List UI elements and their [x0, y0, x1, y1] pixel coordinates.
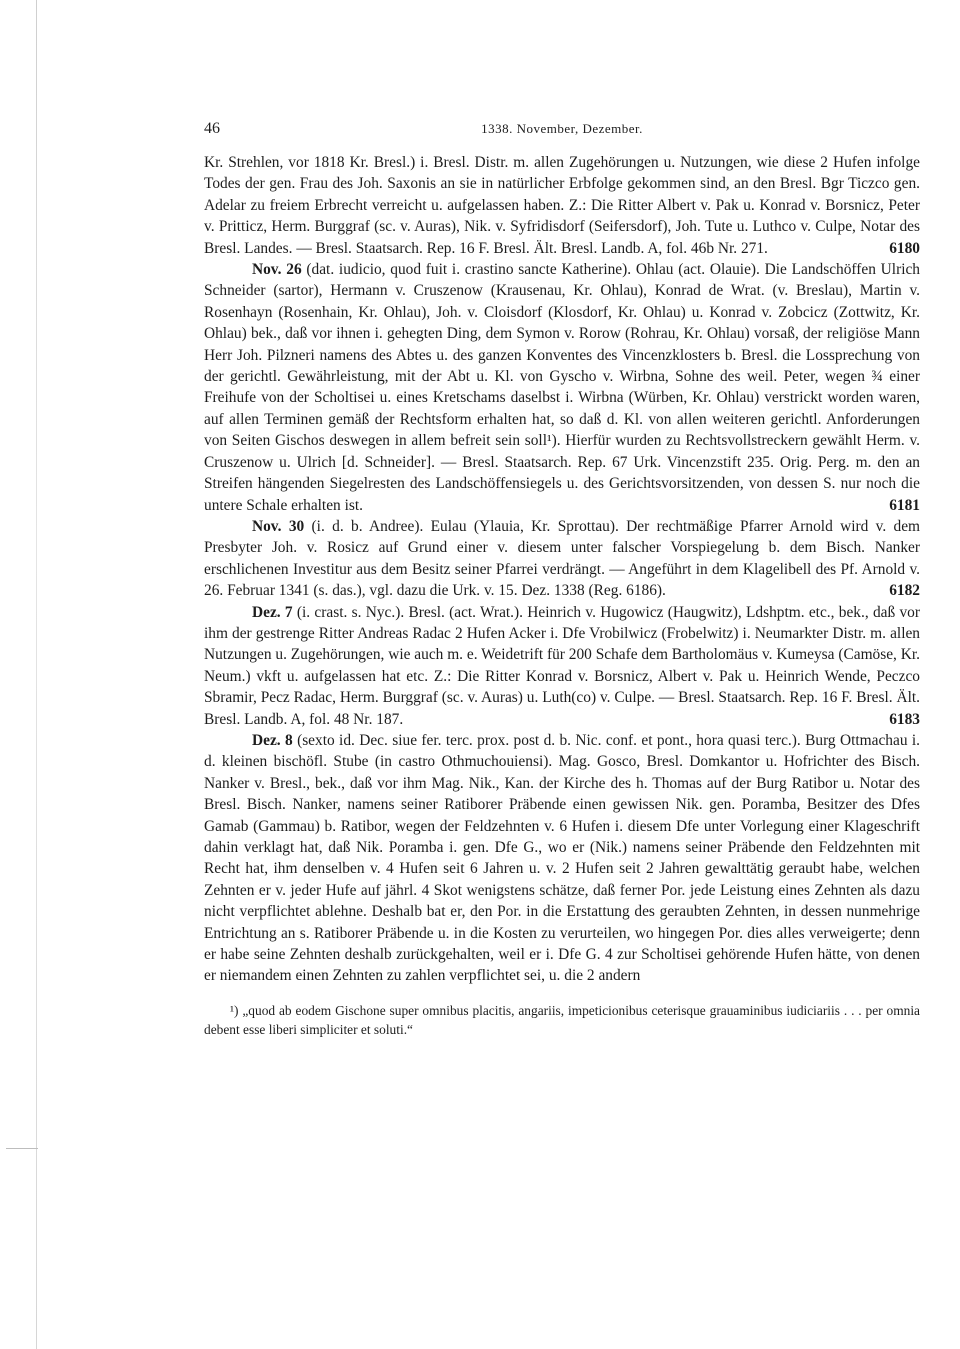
entry-date: Nov. 30 — [252, 517, 305, 535]
body-text — [204, 152, 920, 987]
paragraph-text: Kr. Strehlen, vor 1818 Kr. Bresl.) i. Bresl. Distr. m. allen Zugehörungen u. Nutzungen, wie diese 2 Hufen infolge Todes der gen. Frau des Joh. Saxonis an sie in natürlicher Erbfolge gekommen sind, an den Bresl. Bgr Ticzco gen. Adelar zu freiem Erbrecht verreicht u. aufgelassen haben. Z.: Die Ritter Albert v. Pak u. Konrad v. Borsnicz, Peter v. Pritticz, Herm. Burggraf (sc. v. Auras), Nik. v. Syfridisdorf (Seifersdorf), Joh. Tute u. Luthco v. Culpe, Notar des Bresl. Landes. — Bresl. Staatsarch. Rep. 16 F. Bresl. Ält. Bresl. Landb. A, fol. 46b Nr. 271. — [204, 154, 920, 257]
scan-margin-mark — [6, 1148, 38, 1149]
entry-6181 — [204, 259, 920, 516]
paragraph-text: (i. crast. s. Nyc.). Bresl. (act. Wrat.). Heinrich v. Hugowicz (Haugwitz), Ldshptm. etc., bek., daß vor ihm der gestrenge Ritter Andreas Radac 2 Hufen Acker i. Dfe Vrobilwicz (Frobelwitz) i. Neumarkter Distr. m. allen Nutzungen u. Zugehörungen, wie auch m. e. Weidetrift für 200 Schafe dem Bartholomäus v. Kumeysa (Camöse, Kr. Neum.) vkft u. aufgelassen hat etc. Z.: Die Ritter Konrad v. Borsnicz, Albert v. Pak u. Heinrich Wende, Peczco Sbramir, Pecz Radac, Herm. Burggraf (sc. v. Auras) u. Luth(co) v. Culpe. — Bresl. Staatsarch. Rep. 16 F. Bresl. Ält. Bresl. Landb. A, fol. 48 Nr. 187. — [204, 603, 920, 728]
regest-number: 6180 — [889, 239, 920, 257]
entry-date: Dez. 7 — [252, 603, 293, 621]
footnote: ¹) „quod ab eodem Gischone super omnibus placitis, angariis, impeticionibus ceterisque grauaminibus iudiciariis . . . per omnia debent esse liberi simpliciter et soluti.“ — [204, 1002, 920, 1037]
paragraph-text: (sexto id. Dec. siue fer. terc. prox. post d. b. Nic. conf. et pont., hora quasi terc.). Burg Ottmachau i. d. kleinen bischöfl. Stube (in castro Othmuchouiensi). Mag. Gosco, Bresl. Domkantor u. Hofrichter des Bisch. Nanker v. Bresl., bek., daß vor ihm Mag. Nik., Kan. der Kirche des h. Thomas auf der Burg Ratibor u. Notar des Bresl. Bisch. Nanker, namens seiner Ratiborer Präbende einen gewissen Nik. gen. Poramba, Besitzer des Dfes Gamab (Gammau) b. Ratibor, wegen der Feldzehnten v. 6 Hufen i. diesem Dfe unter Vorlegung einer Klageschrift dahin verklagt hat, daß Nik. Poramba i. gen. Dfe G., wo er (Nik.) namens seiner Präbende den Feldzehnten mit Recht hat, ihm denselben v. 4 Hufen seit 6 Jahren u. v. 2 Hufen seit 2 Jahren gewalttätig geraubt habe, welchen Zehnten er v. jeder Hufe auf jährl. 4 Skot wenigstens schätze, daß ferner Por. jede Leistung eines Zehnten als dazu nicht verpflichtet ablehne. Deshalb bat er, den Por. in die Erstattung des geraubten Zehnten, in dessen nunmehrige Entrichtung an s. Ratiborer Präbende u. in die Kosten zu verurteilen, wo hingegen Por. dies alles verweigerte; denn er habe seine Zehnten deshalb zurückgehalten, weil er i. Dfe G. 4 zur Scholtisei gehörende Hufen hätte, von denen er niemandem einen Zehnten zu zahlen verpflichtet sei, u. die 2 andern — [204, 731, 921, 985]
running-title: 1338. November, Dezember. — [481, 121, 643, 136]
scan-edge-line — [36, 0, 37, 1349]
paragraph-text: (dat. iudicio, quod fuit i. crastino sancte Katherine). Ohlau (act. Olauie). Die Landschöffen Ulrich Schneider (sartor), Hermann v. Cruszenow (Krausenau, Kr. Ohlau), Konrad de Wrat. (v. Breslau), Martin v. Rosenhayn (Rosenhain, Kr. Ohlau), Joh. v. Cloisdorf (Klosdorf, Kr. Ohlau) u. Konrad v. Zobcicz (Zottwitz, Kr. Ohlau) bek., daß vor ihnen i. gehegten Ding, dem Symon v. Rorow (Rohrau, Kr. Ohlau) vorsaß, der religiöse Mann Herr Joh. Pilzneri namens des Abtes u. des ganzen Konventes des Vincenzklosters b. Bresl. die Lossprechung von der gerichtl. Gewährleistung, mit der Abt u. Kl. von Gyscho v. Wirbna, Sohne des weil. Peter, wegen ¾ einer Freihufe von der Scholtisei u. eines Kretschams daselbst i. Wirbna (Würben, Kr. Ohlau) verstrickt worden waren, auf allen Terminen gemäß der Rechtsform erhalten hat, so daß d. Kl. von allen weiteren gerichtl. Anforderungen von Seiten Gischos deswegen in allem befreit sein soll¹). Hierfür wurden zu Rechtsvollstreckern gewählt Herm. v. Cruszenow u. Ulrich [d. Schneider]. — Bresl. Staatsarch. Rep. 67 Urk. Vincenzstift 235. Orig. Perg. m. den an Streifen hängenden Siegelresten des Landschöffensiegels u. des Gerichtsvorsitzenden, von dessen S. nur noch die untere Schale erhalten ist. — [204, 261, 920, 514]
page-header — [204, 120, 920, 144]
regest-number: 6182 — [889, 582, 920, 600]
document-page — [204, 120, 920, 1039]
paragraph-text: (i. d. b. Andree). Eulau (Ylauia, Kr. Sprottau). Der rechtmäßige Pfarrer Arnold wird v. dem Presbyter Joh. v. Rosicz auf Grund einer v. diesem unter falscher Vorspiegelung b. dem Bisch. Nanker erschlichenen Investitur aus dem Besitz seiner Pfarrei verdrängt. — Angeführt in dem Klagelibell des Pf. Arnold v. 26. Februar 1341 (s. das.), vgl. dazu die Urk. v. 15. Dez. 1338 (Reg. 6186). — [204, 517, 920, 600]
page-number: 46 — [204, 120, 220, 137]
entry-6183 — [204, 602, 920, 730]
paragraph-continuation — [204, 152, 920, 259]
entry-date: Nov. 26 — [252, 261, 302, 279]
entry-date: Dez. 8 — [252, 731, 293, 749]
regest-number: 6183 — [889, 710, 920, 728]
entry-6182 — [204, 516, 920, 602]
regest-number: 6181 — [889, 496, 920, 514]
entry-6184 — [204, 730, 920, 987]
